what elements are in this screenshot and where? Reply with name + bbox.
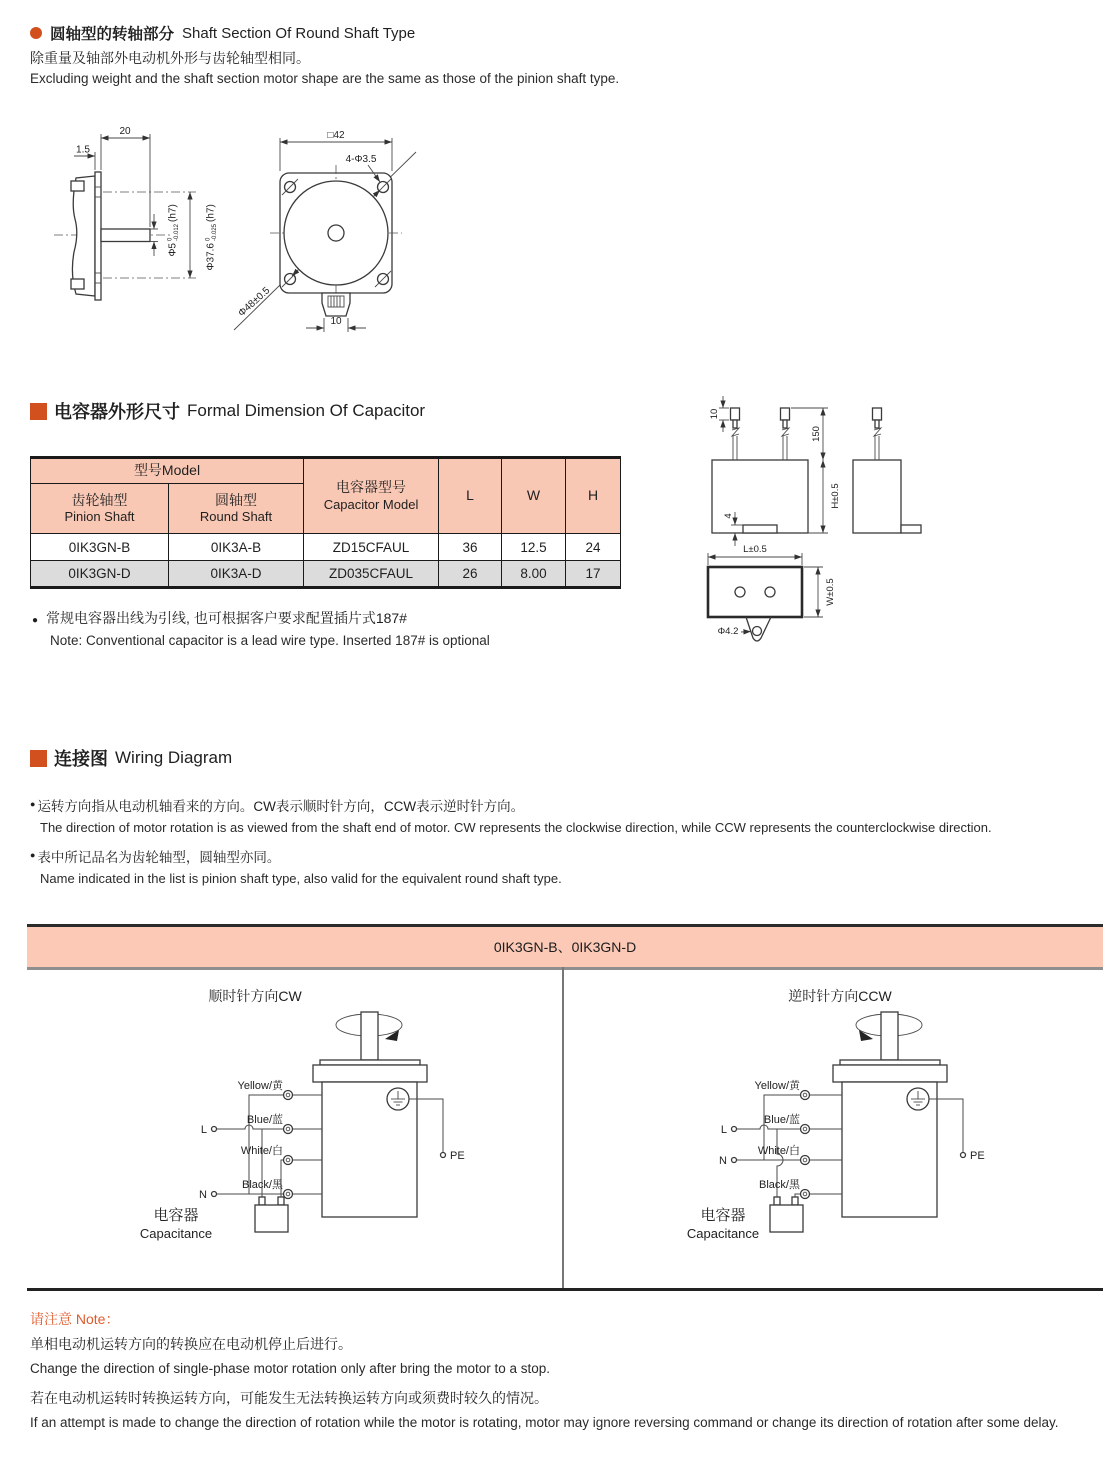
n-terminal <box>732 1158 737 1163</box>
ccw-title: 逆时针方向CCW <box>788 988 892 1004</box>
motor-shaft <box>361 1012 378 1060</box>
capacitor-label-zh: 电容器 <box>700 1207 746 1224</box>
pe-terminal <box>961 1153 966 1158</box>
black-label: Black/黑 <box>242 1179 283 1191</box>
terminal-blue <box>801 1125 810 1134</box>
dim-w: W±0.5 <box>825 578 836 606</box>
motor-body-outline <box>72 176 95 296</box>
ground-symbol <box>387 1088 409 1110</box>
col-header-pinion-shaft <box>31 484 169 534</box>
dim-connector-10: 10 <box>330 316 342 327</box>
dim-boss-dia-tol-dn: -0.025 <box>212 223 218 241</box>
capacitor-pin <box>792 1197 798 1205</box>
orange-square-bullet <box>30 750 47 767</box>
l-label: L <box>200 1124 207 1136</box>
dim-150-label <box>811 426 822 442</box>
terminal-stubs <box>810 1095 843 1194</box>
cw-wiring-diagram <box>135 1008 565 1280</box>
blue-label: Blue/蓝 <box>246 1114 283 1126</box>
terminal-white <box>801 1156 810 1165</box>
capacitor-label-en: Capacitance <box>686 1226 760 1241</box>
note-line2-en: If an attempt is made to change the direction of rotation while the motor is rotating, motor may ignore reversing command or change its direction of rotation after some delay. <box>30 1415 1059 1430</box>
lead-lug <box>731 408 740 420</box>
capacitor-body-front <box>712 460 808 533</box>
yellow-label: Yellow/黄 <box>237 1080 283 1092</box>
capacitor-label-en: Capacitance <box>139 1226 213 1241</box>
motor-flange <box>833 1065 947 1082</box>
cell-pinion-model: 0IK3GN-D <box>31 561 169 588</box>
wiring-model-band: 0IK3GN-B、0IK3GN-D <box>27 924 1103 970</box>
terminal-black <box>801 1190 810 1199</box>
motor-plate <box>840 1060 940 1065</box>
table-row <box>31 534 621 561</box>
lead-break <box>732 428 739 436</box>
dim-shaft-dia-tol-up: 0 <box>167 237 174 241</box>
capacitor-label-zh: 电容器 <box>153 1207 199 1224</box>
capacitor-drawing <box>683 388 958 668</box>
terminal-blue <box>284 1125 293 1134</box>
capacitor-lead-right <box>781 408 790 460</box>
cell-w: 12.5 <box>502 534 566 561</box>
pe-label: PE <box>970 1150 985 1162</box>
col-header-h: H <box>566 458 621 534</box>
motor-flange <box>313 1065 427 1082</box>
capacitor-body <box>255 1205 288 1232</box>
col-header-capacitor-model <box>304 458 439 534</box>
capacitor-symbol <box>255 1197 288 1232</box>
terminal-black <box>284 1190 293 1199</box>
capacitor-top-view <box>708 567 802 617</box>
lead-neck <box>783 420 787 428</box>
round-shaft <box>101 229 150 242</box>
dim-shaft-dia-base: Φ5 <box>167 243 179 257</box>
terminal-yellow <box>284 1091 293 1100</box>
cell-capacitor-model: ZD035CFAUL <box>304 561 439 588</box>
wiring-bullet-2-en: Name indicated in the list is pinion shaft type, also valid for the equivalent round shaft type. <box>40 871 562 886</box>
capacitor-side-foot <box>901 525 921 533</box>
n-label: N <box>199 1189 207 1201</box>
motor-plate <box>320 1060 420 1065</box>
mount-hole <box>753 627 762 636</box>
wiring-bullet-2-zh <box>30 846 280 866</box>
dim-4-holes: 4-Φ3.5 <box>345 154 377 165</box>
wiring-bottom-rule <box>27 1288 1103 1291</box>
orange-square-bullet <box>30 403 47 420</box>
wiring-bullet-1-zh-text: 运转方向指从电动机轴看来的方向。CW表示顺时针方向，CCW表示逆时针方向。 <box>37 799 525 814</box>
ground-symbol <box>907 1088 929 1110</box>
shaft-diameter-label <box>168 204 181 256</box>
pe-label: PE <box>450 1150 465 1162</box>
note-title: 请注意 Note： <box>30 1311 120 1327</box>
dim-h-label <box>830 483 841 508</box>
dim-1-5: 1.5 <box>76 144 90 156</box>
ccw-rotation-arrowhead <box>859 1030 873 1041</box>
capacitor-body <box>770 1205 803 1232</box>
dim-4-label <box>723 513 734 518</box>
lead-lug <box>781 408 790 420</box>
dim-shaft-dia-suffix: (h7) <box>167 204 179 222</box>
dim-boss-dia-tol-up: 0 <box>205 237 212 241</box>
wiring-section-title-zh: 连接图 <box>54 749 108 769</box>
lead-break <box>782 428 789 436</box>
dim-4: 4 <box>723 513 734 519</box>
col-header-capacitor-model-en: Capacitor Model <box>323 496 419 512</box>
dim-boss-dia-suffix: (h7) <box>205 204 217 222</box>
cell-round-model: 0IK3A-B <box>169 534 304 561</box>
pilot-diameter-label <box>236 285 272 319</box>
lead-neck <box>875 420 879 428</box>
col-header-model: 型号Model <box>31 458 304 484</box>
note-bullet: ● <box>32 615 39 626</box>
lead-break <box>874 428 881 436</box>
cell-capacitor-model: ZD15CFAUL <box>304 534 439 561</box>
blue-label: Blue/蓝 <box>763 1114 800 1126</box>
capacitor-section-title-en: Formal Dimension Of Capacitor <box>187 401 426 420</box>
cell-l: 36 <box>439 534 502 561</box>
capacitor-pin <box>259 1197 265 1205</box>
cell-h: 17 <box>566 561 621 588</box>
shaft-section-title-zh: 圆轴型的转轴部分 <box>50 26 175 43</box>
black-label: Black/黑 <box>759 1179 800 1191</box>
n-label: N <box>719 1155 727 1167</box>
capacitor-section-title-zh: 电容器外形尺寸 <box>54 402 180 422</box>
dim-pilot-dia: Φ48±0.5 <box>236 285 273 320</box>
boss-diameter-label <box>206 204 219 270</box>
note-line2-zh: 若在电动机运转时转换运转方向，可能发生无法转换运转方向或须费时较久的情况。 <box>30 1390 548 1406</box>
connector-block <box>322 293 350 316</box>
dim-square-42: □42 <box>327 130 345 141</box>
capacitor-note-en: Note: Conventional capacitor is a lead wire type. Inserted 187# is optional <box>50 633 490 648</box>
lead-neck <box>733 420 737 428</box>
pe-terminal <box>441 1153 446 1158</box>
capacitor-body-side <box>853 460 901 533</box>
col-header-w: W <box>502 458 566 534</box>
wiring-section-title-en: Wiring Diagram <box>115 748 233 767</box>
n-terminal <box>212 1192 217 1197</box>
note-line1-en: Change the direction of single-phase motor rotation only after bring the motor to a stop. <box>30 1361 551 1376</box>
capacitor-pin <box>774 1197 780 1205</box>
terminal-yellow <box>801 1091 810 1100</box>
capacitor-bottom-tab <box>743 525 777 533</box>
motor-front-view-drawing <box>218 122 478 360</box>
motor-terminals <box>284 1091 293 1199</box>
table-row <box>31 561 621 588</box>
l-terminal <box>732 1127 737 1132</box>
dim-10: 10 <box>709 408 720 420</box>
col-header-pinion-zh: 齿轮轴型 <box>71 491 128 508</box>
dim-10-label <box>709 409 720 420</box>
capacitor-pin <box>278 1197 284 1205</box>
motor-terminals <box>801 1091 810 1199</box>
terminal-white <box>284 1156 293 1165</box>
yellow-label: Yellow/黄 <box>754 1080 800 1092</box>
body-tab-bottom <box>71 279 84 289</box>
cell-pinion-model: 0IK3GN-B <box>31 534 169 561</box>
col-header-round-zh: 圆轴型 <box>215 491 257 508</box>
capacitor-section-header <box>30 398 425 424</box>
leader-line <box>741 632 751 633</box>
white-label: White/白 <box>240 1145 283 1157</box>
motor-shaft <box>881 1012 898 1060</box>
orange-dot-bullet <box>30 27 42 39</box>
white-label: White/白 <box>757 1145 800 1157</box>
l-label: L <box>720 1124 727 1136</box>
col-header-l: L <box>439 458 502 534</box>
capacitor-lead-left <box>731 408 740 460</box>
note-line1-zh: 单相电动机运转方向的转换应在电动机停止后进行。 <box>30 1336 352 1352</box>
bullet-dot: ● <box>30 850 36 860</box>
dim-boss-dia-base: Φ37.6 <box>205 243 217 271</box>
cell-l: 26 <box>439 561 502 588</box>
wiring-bullet-1-zh <box>30 795 524 815</box>
cw-rotation-arrowhead <box>385 1030 399 1041</box>
capacitor-dimension-table <box>30 456 621 589</box>
lead-lug <box>873 408 882 420</box>
ccw-wiring-diagram <box>655 1008 1085 1280</box>
shaft-circle <box>328 225 344 241</box>
body-tab-top <box>71 181 84 191</box>
wiring-bullet-2-zh-text: 表中所记品名为齿轮轴型，圆轴型亦同。 <box>37 850 281 865</box>
capacitor-lead-side <box>873 408 882 460</box>
dim-hole-dia: Φ4.2 <box>717 626 739 637</box>
capacitor-note-zh: 常规电容器出线为引线, 也可根据客户要求配置插片式187# <box>46 610 407 626</box>
cw-title: 顺时针方向CW <box>208 988 302 1004</box>
l-terminal <box>212 1127 217 1132</box>
cell-round-model: 0IK3A-D <box>169 561 304 588</box>
shaft-section-header <box>30 22 415 44</box>
dim-shaft-dia-tol-dn: -0.012 <box>174 223 180 241</box>
capacitor-note <box>32 608 407 628</box>
shaft-section-title-en: Shaft Section Of Round Shaft Type <box>182 24 416 42</box>
col-header-round-en: Round Shaft <box>199 509 273 525</box>
shaft-section-desc-zh: 除重量及轴部外电动机外形与齿轮轴型相同。 <box>30 50 310 66</box>
capacitor-symbol <box>770 1197 803 1232</box>
shaft-section-desc-en: Excluding weight and the shaft section motor shape are the same as those of the pinion shaft type. <box>30 71 620 86</box>
col-header-pinion-en: Pinion Shaft <box>64 509 135 525</box>
col-header-round-shaft <box>169 484 304 534</box>
dim-w-label <box>825 578 836 605</box>
cell-w: 8.00 <box>502 561 566 588</box>
flange-plate <box>95 172 101 300</box>
bullet-dot: ● <box>30 799 36 809</box>
wiring-section-header <box>30 745 232 771</box>
cell-h: 24 <box>566 534 621 561</box>
terminal-stubs <box>293 1095 323 1194</box>
dim-l: L±0.5 <box>743 544 767 555</box>
dim-20: 20 <box>119 126 131 137</box>
wiring-bullet-1-en: The direction of motor rotation is as viewed from the shaft end of motor. CW represents the clockwise direction, while CCW represents the counterclockwise direction. <box>40 820 992 835</box>
dim-150: 150 <box>811 426 822 442</box>
dim-h: H±0.5 <box>830 483 841 509</box>
col-header-capacitor-model-zh: 电容器型号 <box>336 479 407 496</box>
